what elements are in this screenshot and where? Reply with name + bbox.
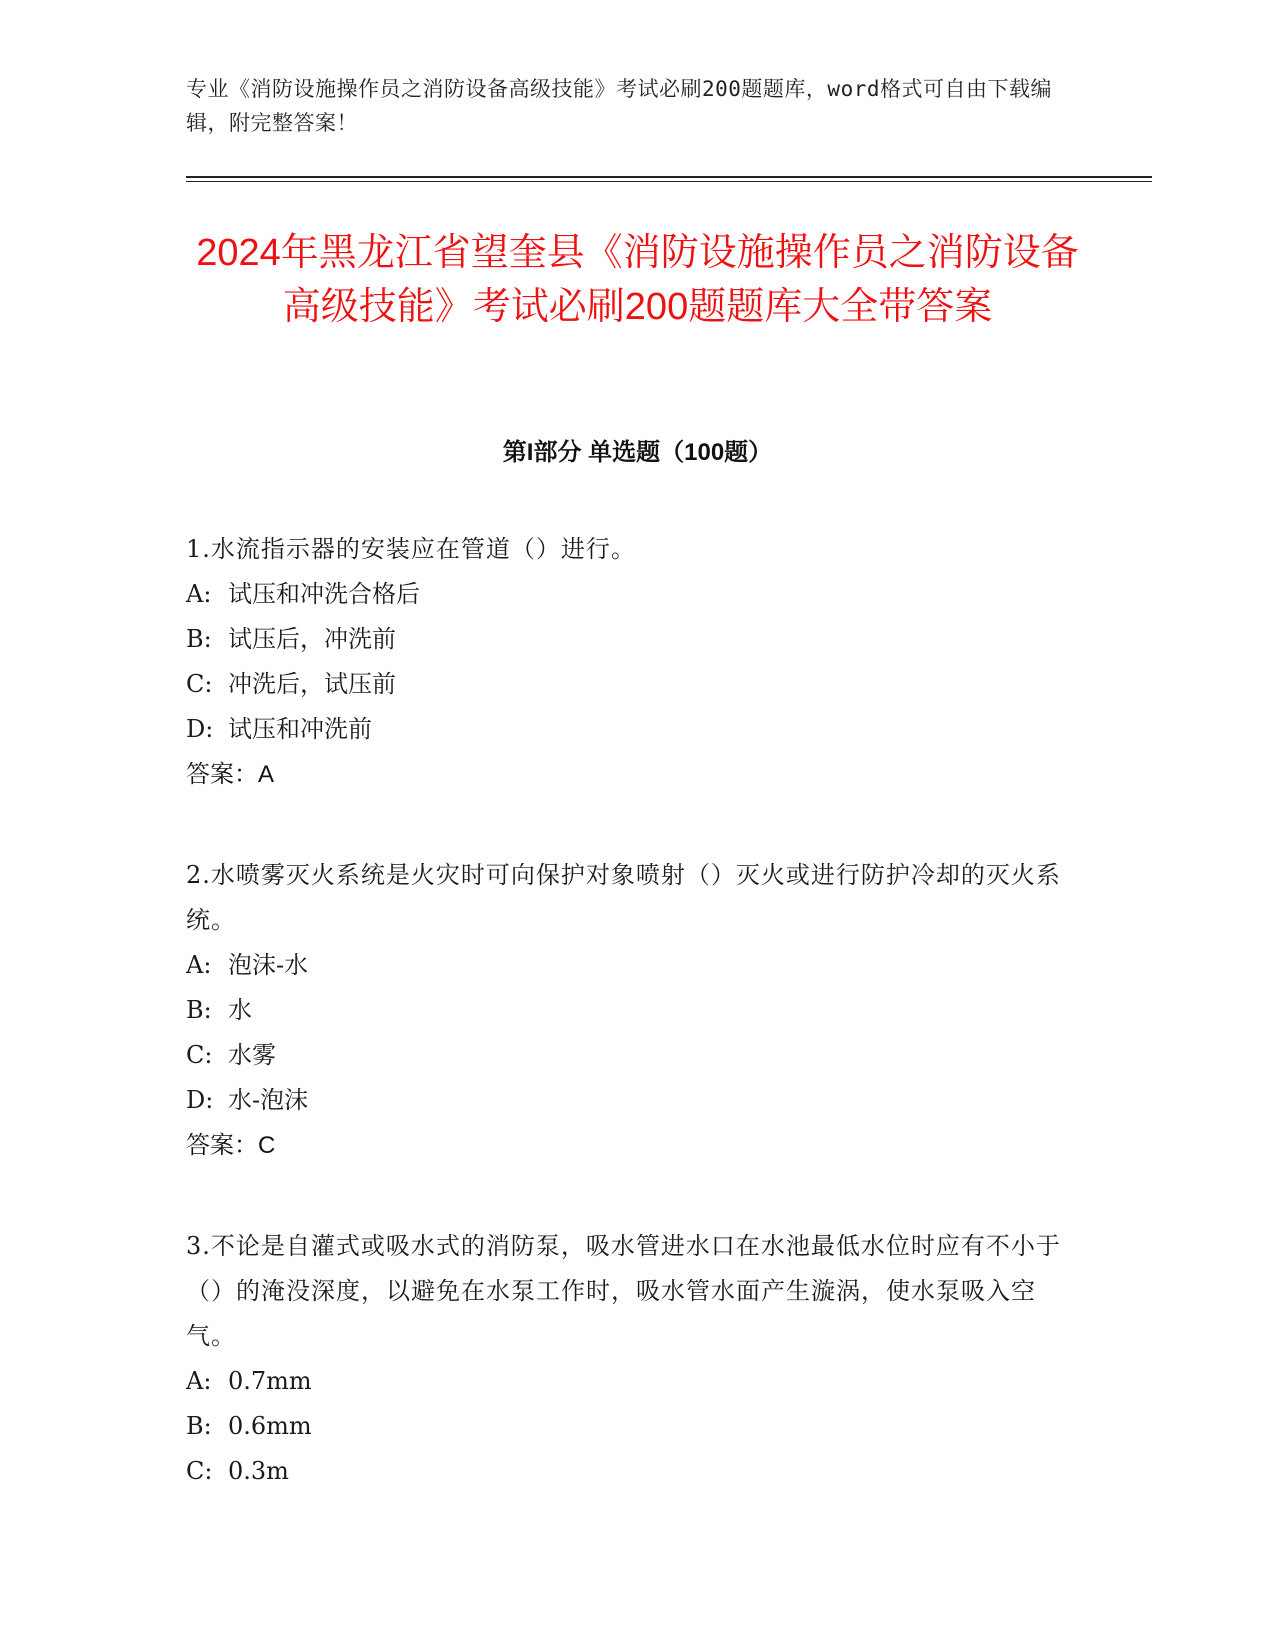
option-c (186, 1449, 1066, 1494)
question-item (186, 1224, 1066, 1494)
answer-line: 答案：A (186, 761, 275, 788)
option-text: 水雾 (228, 1041, 276, 1069)
header-divider-thin (186, 181, 1152, 182)
option-letter: A: (186, 1367, 212, 1395)
option-a (186, 943, 1066, 988)
question-list (186, 527, 1066, 1494)
option-letter: A: (186, 951, 212, 979)
option-text: 泡沫-水 (228, 951, 309, 979)
question-spacer (186, 1168, 1066, 1224)
option-b (186, 988, 1066, 1033)
option-text: 试压和冲洗合格后 (228, 580, 420, 608)
option-text: 0.3m (228, 1457, 289, 1485)
option-a (186, 1359, 1066, 1404)
option-letter: C: (186, 1457, 213, 1485)
option-letter: C: (186, 670, 213, 698)
option-text: 水 (228, 996, 252, 1024)
section-title: 第I部分 单选题（100题） (502, 439, 773, 466)
question-item (186, 527, 1066, 797)
question-item (186, 853, 1066, 1168)
option-d (186, 707, 1066, 752)
option-letter: A: (186, 580, 212, 608)
question-stem: 3.不论是自灌式或吸水式的消防泵，吸水管进水口在水池最低水位时应有不小于（）的淹没深度，以避免在水泵工作时，吸水管水面产生漩涡，使水泵吸入空气。 (186, 1232, 1061, 1350)
answer-line: 答案：C (186, 1132, 276, 1159)
document-title: 2024年黑龙江省望奎县《消防设施操作员之消防设备高级技能》考试必刷200题题库大全带答案 (196, 232, 1079, 328)
option-letter: B: (186, 996, 212, 1024)
option-text: 试压和冲洗前 (228, 715, 372, 743)
option-text: 0.6mm (228, 1412, 312, 1440)
option-letter: D: (186, 1086, 214, 1114)
option-c (186, 662, 1066, 707)
option-text: 水-泡沫 (228, 1086, 309, 1114)
option-c (186, 1033, 1066, 1078)
question-spacer (186, 797, 1066, 853)
header-note: 专业《消防设施操作员之消防设备高级技能》考试必刷200题题库，word格式可自由下载编辑，附完整答案！ (186, 77, 1052, 135)
option-d (186, 1078, 1066, 1123)
option-a (186, 572, 1066, 617)
option-text: 冲洗后，试压前 (228, 670, 396, 698)
option-b (186, 617, 1066, 662)
option-text: 试压后，冲洗前 (228, 625, 396, 653)
question-stem: 1.水流指示器的安装应在管道（）进行。 (186, 535, 636, 563)
option-letter: B: (186, 625, 212, 653)
question-stem: 2.水喷雾灭火系统是火灾时可向保护对象喷射（）灭火或进行防护冷却的灭火系统。 (186, 861, 1061, 934)
option-text: 0.7mm (228, 1367, 312, 1395)
option-letter: B: (186, 1412, 212, 1440)
header-divider-thick (186, 176, 1152, 178)
option-letter: C: (186, 1041, 213, 1069)
option-letter: D: (186, 715, 214, 743)
option-b (186, 1404, 1066, 1449)
